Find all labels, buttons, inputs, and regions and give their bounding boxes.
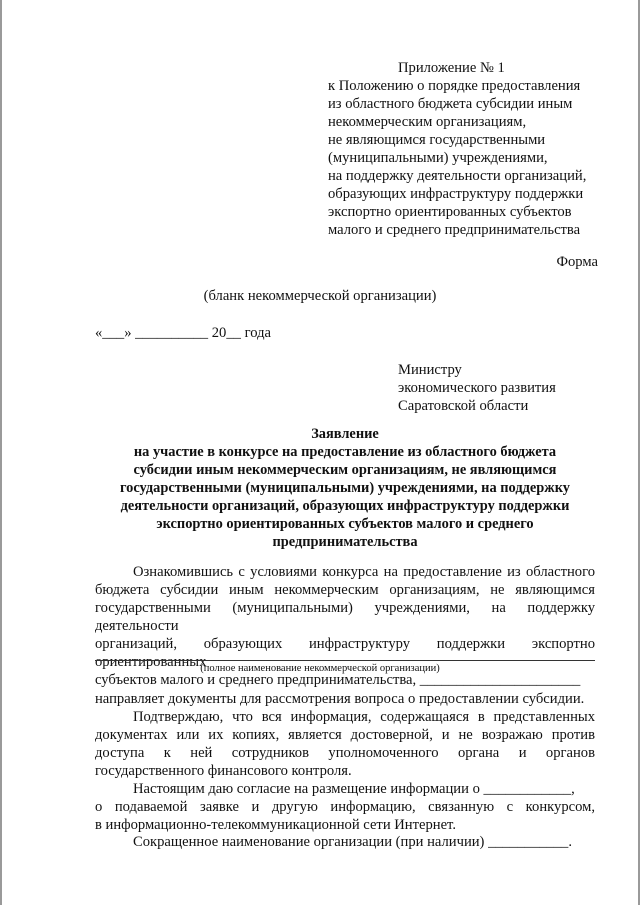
addressee-line: Министру	[398, 362, 462, 378]
paragraph-line: в информационно-телекоммуникационной сети Интернет.	[95, 817, 456, 833]
paragraph-short-name	[95, 833, 595, 851]
org-name-fill-line[interactable]	[95, 660, 595, 661]
paragraph-line: направляет документы для рассмотрения вопроса о предоставлении субсидии.	[95, 691, 585, 707]
paragraph-line: документах или их копиях, является достоверной, и не возражаю против	[95, 727, 595, 743]
paragraph-confirmation	[95, 708, 595, 780]
org-name-caption: (полное наименование некоммерческой организации)	[200, 663, 440, 674]
scan-edge-left	[0, 0, 2, 905]
heading-line: государственными (муниципальными) учреждениями, на поддержку	[119, 480, 570, 496]
paragraph-line: Подтверждаю, что вся информация, содержащаяся в представленных	[133, 709, 595, 725]
heading-line: экспортно ориентированных субъектов малого и среднего	[156, 516, 534, 532]
appendix-line: на поддержку деятельности организаций,	[328, 168, 587, 184]
heading-line: деятельности организаций, образующих инфраструктуру поддержки	[120, 498, 570, 514]
paragraph-line: государственными (муниципальными) учреждениями, на поддержку деятельности	[95, 600, 595, 634]
appendix-block	[328, 59, 618, 239]
addressee-block	[398, 361, 618, 415]
application-heading	[90, 425, 600, 551]
appendix-line: к Положению о порядке предоставления	[328, 78, 581, 94]
paragraph-line: субъектов малого и среднего предпринимательства, ______________________	[95, 672, 581, 688]
paragraph-line: о подаваемой заявке и другую информацию, связанную с конкурсом,	[95, 799, 595, 815]
addressee-line: экономического развития	[398, 380, 556, 396]
appendix-line: не являющимся государственными	[328, 132, 546, 148]
appendix-line: экспортно ориентированных субъектов	[328, 204, 572, 220]
paragraph-line: государственного финансового контроля.	[95, 763, 352, 779]
appendix-line: некоммерческим организациям,	[328, 114, 527, 130]
appendix-line: (муниципальными) учреждениями,	[328, 150, 548, 166]
paragraph-line: доступа к ней сотрудников уполномоченного органа и органов	[95, 745, 595, 761]
heading-line: на участие в конкурсе на предоставление из областного бюджета	[133, 444, 557, 460]
heading-line: предпринимательства	[272, 534, 418, 550]
paragraph-line: Ознакомившись с условиями конкурса на предоставление из областного	[133, 564, 595, 580]
heading-title: Заявление	[311, 426, 379, 442]
paragraph-submission	[95, 690, 595, 708]
paragraph-consent	[95, 780, 595, 834]
appendix-line: малого и среднего предпринимательства	[328, 222, 581, 238]
date-line: «___» __________ 20__ года	[95, 325, 271, 341]
form-label: Форма	[556, 254, 598, 270]
heading-line: субсидии иным некоммерческим организациям, не являющимся	[133, 462, 557, 478]
appendix-line: образующих инфраструктуру поддержки	[328, 186, 584, 202]
paragraph-line: Сокращенное наименование организации (при наличии) ___________.	[133, 834, 572, 850]
appendix-title: Приложение № 1	[398, 60, 505, 76]
paragraph-line: Настоящим даю согласие на размещение информации о ____________,	[133, 781, 575, 797]
addressee-line: Саратовской области	[398, 398, 529, 414]
letterhead-note: (бланк некоммерческой организации)	[203, 288, 437, 304]
appendix-line: из областного бюджета субсидии иным	[328, 96, 573, 112]
paragraph-line: бюджета субсидии иным некоммерческим организациям, не являющимся	[95, 582, 595, 598]
paragraph-line: организаций, образующих инфраструктуру поддержки экспортно ориентированных	[95, 636, 595, 670]
